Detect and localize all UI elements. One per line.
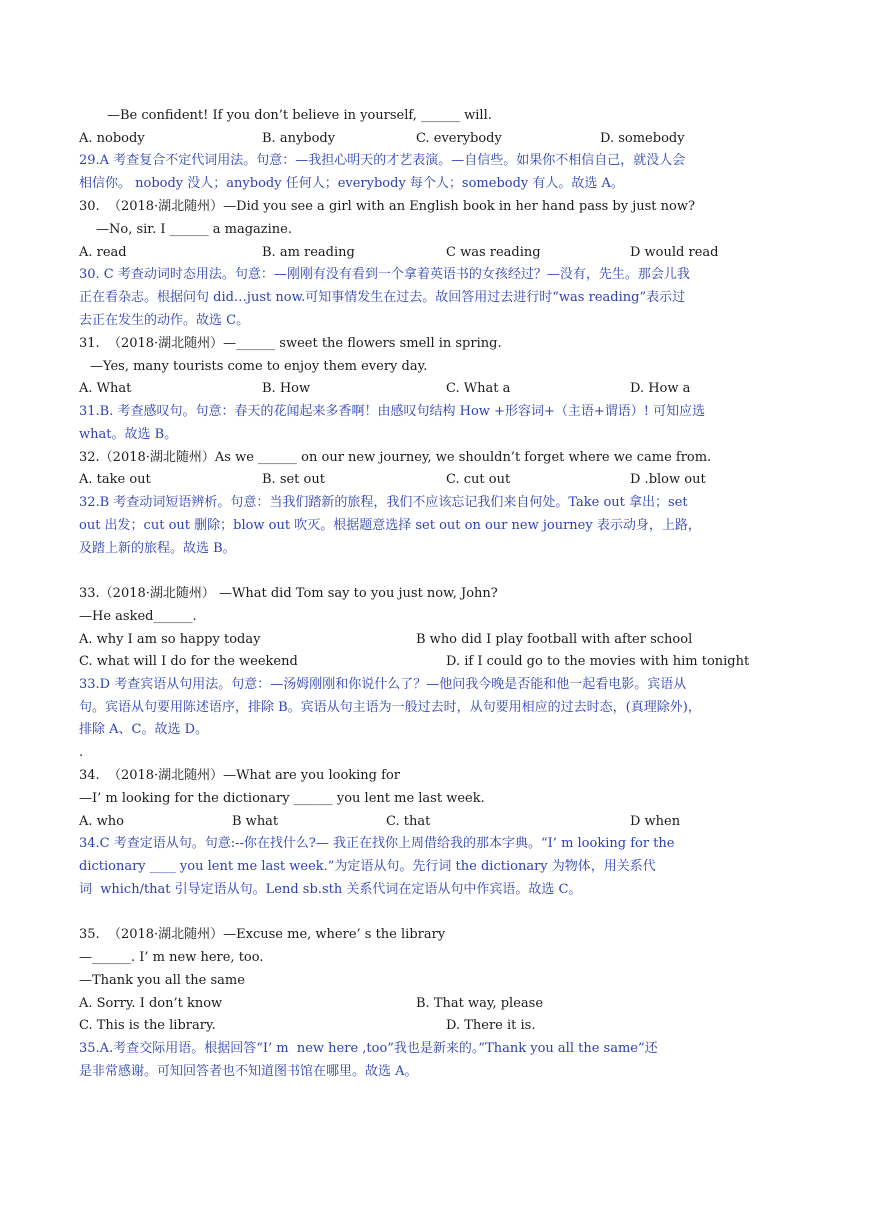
q29-answer-line-1: 29.A 考查复合不定代词用法。句意：—我担心明天的才艺表演。—自信些。如果你不相信自己，就没人会	[79, 153, 686, 168]
q31-option-a: A. What	[79, 381, 132, 396]
q33-answer-line-3: 排除 A、C。故选 D。	[79, 722, 209, 737]
q32-option-b: B. set out	[262, 472, 325, 487]
q31-option-b: B. How	[262, 381, 311, 396]
q31-question: 31. （2018·湖北随州）—______ sweet the flowers smell in spring.	[79, 336, 502, 351]
q33-option-d: D. if I could go to the movies with him tonight	[446, 654, 750, 669]
q34-reply: —I’ m looking for the dictionary ______ you lent me last week.	[79, 791, 485, 806]
q29-option-c: C. everybody	[416, 131, 502, 146]
q32-answer-line-1: 32.B 考查动词短语辨析。句意：当我们踏新的旅程，我们不应该忘记我们来自何处。Take out 拿出；set	[79, 495, 688, 510]
q33-question: 33.（2018·湖北随州） —What did Tom say to you just now, John?	[79, 586, 498, 601]
q30-option-a: A. read	[79, 245, 127, 260]
q34-question: 34. （2018·湖北随州）—What are you looking for	[79, 768, 400, 783]
q29-option-a: A. nobody	[79, 131, 145, 146]
q34-option-d: D when	[630, 814, 681, 829]
q31-answer-line-1: 31.B. 考查感叹句。句意：春天的花闻起来多香啊！由感叹句结构 How +形容词+（主语+谓语）! 可知应选	[79, 404, 706, 419]
q33-answer-line-1: 33.D 考查宾语从句用法。句意：—汤姆刚刚和你说什么了？—他问我今晚是否能和他一起看电影。宾语从	[79, 677, 687, 692]
q31-option-c: C. What a	[446, 381, 511, 396]
q32-option-c: C. cut out	[446, 472, 511, 487]
q34-answer-line-3: 词 which/that 引导定语从句。Lend sb.sth 关系代词在定语从句中作宾语。故选 C。	[79, 882, 582, 897]
q34-option-b: B what	[232, 814, 279, 829]
q34-answer-line-1: 34.C 考查定语从句。句意:--你在找什么?— 我正在找你上周借给我的那本字典。“I’ m looking for the	[79, 836, 675, 851]
q33-option-b: B who did I play football with after school	[416, 632, 693, 647]
q30-reply: —No, sir. I ______ a magazine.	[96, 222, 292, 237]
q30-answer-line-1: 30. C 考查动词时态用法。句意：—刚刚有没有看到一个拿着英语书的女孩经过？—没有，先生。那会儿我	[79, 267, 690, 282]
q35-reply-2: —Thank you all the same	[79, 973, 245, 988]
q33-option-a: A. why I am so happy today	[79, 632, 261, 647]
q35-answer-line-2: 是非常感谢。可知回答者也不知道图书馆在哪里。故选 A。	[79, 1064, 418, 1079]
q29-option-d: D. somebody	[600, 131, 685, 146]
q32-answer-line-3: 及踏上新的旅程。故选 B。	[79, 541, 236, 556]
q30-option-c: C was reading	[446, 245, 541, 260]
q32-answer-line-2: out 出发；cut out 删除；blow out 吹灭。根据题意选择 set out on our new journey 表示动身，上路，	[79, 518, 701, 533]
q35-option-c: C. This is the library.	[79, 1018, 216, 1033]
q30-option-b: B. am reading	[262, 245, 355, 260]
q30-answer-line-3: 去正在发生的动作。故选 C。	[79, 313, 250, 328]
q31-reply: —Yes, many tourists come to enjoy them every day.	[90, 359, 428, 374]
q35-question: 35. （2018·湖北随州）—Excuse me, where’ s the library	[79, 927, 446, 942]
q29-option-b: B. anybody	[262, 131, 336, 146]
q35-option-d: D. There it is.	[446, 1018, 536, 1033]
q32-question: 32.（2018·湖北随州）As we ______ on our new journey, we shouldn’t forget where we came from.	[79, 450, 712, 465]
q29-answer-line-2: 相信你。 nobody 没人；anybody 任何人；everybody 每个人；somebody 有人。故选 A。	[79, 176, 624, 191]
stray-dot: .	[79, 745, 84, 760]
q30-option-d: D would read	[630, 245, 719, 260]
q33-answer-line-2: 句。宾语从句要用陈述语序，排除 B。宾语从句主语为一般过去时，从句要用相应的过去时态，(真理除外)，	[79, 700, 701, 715]
q35-option-b: B. That way, please	[416, 996, 544, 1011]
q30-answer-line-2: 正在看杂志。根据问句 did…just now.可知事情发生在过去。故回答用过去进行时“was reading”表示过	[79, 290, 686, 305]
q34-option-c: C. that	[386, 814, 431, 829]
q35-reply-1: —______. I’ m new here, too.	[79, 950, 264, 965]
q35-answer-line-1: 35.A.考查交际用语。根据回答“I’ m new here ,too”我也是新来的。”Thank you all the same”还	[79, 1041, 658, 1056]
q35-option-a: A. Sorry. I don’t know	[79, 996, 223, 1011]
q31-option-d: D. How a	[630, 381, 691, 396]
q29-reply: —Be confident! If you don’t believe in yourself, ______ will.	[107, 108, 492, 123]
q34-answer-line-2: dictionary ____ you lent me last week.”为定语从句。先行词 the dictionary 为物体，用关系代	[79, 859, 656, 874]
q33-option-c: C. what will I do for the weekend	[79, 654, 298, 669]
q30-question: 30. （2018·湖北随州）—Did you see a girl with an English book in her hand pass by just now?	[79, 199, 695, 214]
q33-reply: —He asked______.	[79, 609, 197, 624]
q34-option-a: A. who	[79, 814, 124, 829]
q32-option-a: A. take out	[79, 472, 151, 487]
q31-answer-line-2: what。故选 B。	[79, 427, 178, 442]
q32-option-d: D .blow out	[630, 472, 706, 487]
